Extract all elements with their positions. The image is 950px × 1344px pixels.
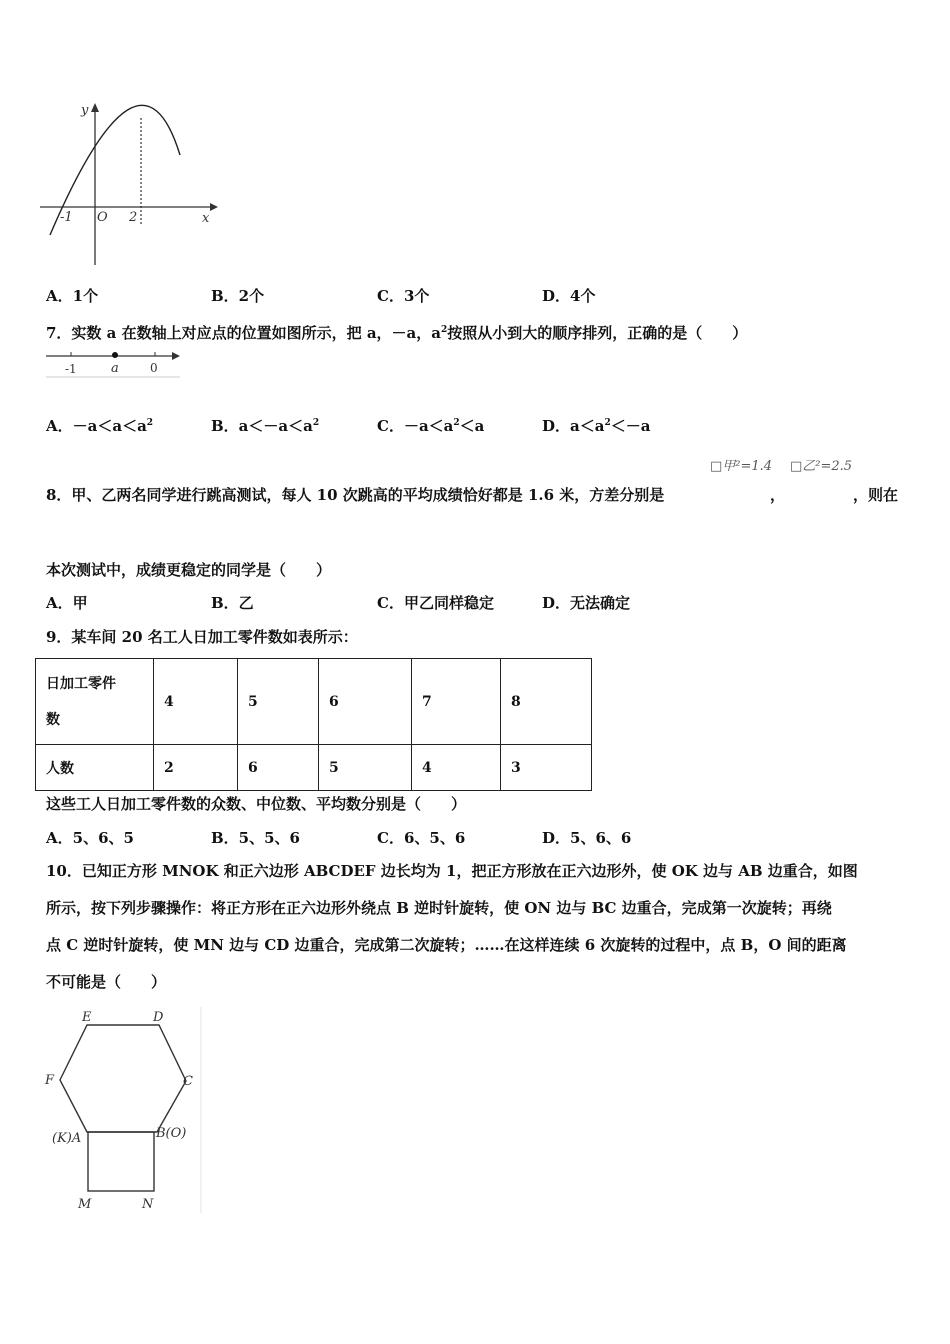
table-cell: 2 xyxy=(154,745,238,791)
number-line xyxy=(44,346,184,380)
q7-option-b xyxy=(211,413,319,436)
table-row xyxy=(36,659,592,745)
q7-option-c xyxy=(377,413,484,436)
q8-option-d: D．无法确定 xyxy=(542,594,631,612)
q7-option-a-sup: 2 xyxy=(146,418,154,428)
q7-option-a xyxy=(46,413,153,436)
parabola-graph xyxy=(40,100,220,270)
table-head-cell: 人数 xyxy=(36,745,154,791)
q7-option-b-pre: B．a＜－a＜a xyxy=(211,417,313,435)
q8-option-b: B．乙 xyxy=(211,594,254,612)
q7-option-d-pre: D．a＜a xyxy=(542,417,605,435)
table-head-cell xyxy=(36,659,154,745)
graph-neg1-label: -1 xyxy=(60,210,73,225)
q7-stem xyxy=(46,320,747,343)
label-ka: (K)A xyxy=(52,1131,82,1146)
q8-option-c: C．甲乙同样稳定 xyxy=(377,594,494,612)
x-axis-arrow-icon xyxy=(210,203,218,211)
table-cell: 6 xyxy=(319,659,412,745)
q9-option-d: D．5、6、6 xyxy=(542,829,632,847)
q10-line: 10．已知正方形 MNOK 和正六边形 ABCDEF 边长均为 1，把正方形放在正六边形外，使 OK 边与 AB 边重合，如图 xyxy=(46,862,858,880)
q9-option-b: B．5、5、6 xyxy=(211,829,300,847)
q6-option-a: A．1个 xyxy=(46,287,99,305)
q10-line: 所示，按下列步骤操作：将正方形在正六边形外绕点 B 逆时针旋转，使 ON 边与 BC 边重合，完成第一次旋转；再绕 xyxy=(46,899,832,917)
q9-stem: 9．某车间 20 名工人日加工零件数如表所示： xyxy=(46,628,358,646)
q8-stem-line2: 本次测试中，成绩更稳定的同学是（ ） xyxy=(46,561,332,579)
axis-neg1-label: -1 xyxy=(65,362,77,376)
q8-formula-jia: □甲²=1.4 xyxy=(710,459,773,474)
number-line-arrow-icon xyxy=(172,352,180,360)
q6-option-b: B．2个 xyxy=(211,287,265,305)
axis-zero-label: 0 xyxy=(150,361,158,375)
q8-formula-yi: □乙²=2.5 xyxy=(790,459,853,474)
q8-stem-line1: 8．甲、乙两名同学进行跳高测试，每人 10 次跳高的平均成绩恰好都是 1.6 米，方差分别是 xyxy=(46,486,665,504)
label-m: M xyxy=(78,1197,92,1212)
graph-origin-label: O xyxy=(97,210,108,225)
label-c: C xyxy=(183,1074,193,1089)
q9-table xyxy=(35,658,592,791)
q8-comma: ， xyxy=(770,486,786,504)
graph-two-label: 2 xyxy=(129,210,138,225)
hexagon xyxy=(60,1025,186,1132)
label-bo: B(O) xyxy=(156,1126,187,1141)
label-n: N xyxy=(142,1197,154,1212)
table-cell: 4 xyxy=(412,745,501,791)
q8-option-a: A．甲 xyxy=(46,594,88,612)
q9-question: 这些工人日加工零件数的众数、中位数、平均数分别是（ ） xyxy=(46,795,467,813)
square xyxy=(88,1132,154,1191)
table-cell: 5 xyxy=(238,659,319,745)
label-f: F xyxy=(45,1073,55,1088)
q7-option-d xyxy=(542,413,650,436)
point-a-dot xyxy=(112,352,118,358)
q7-option-c-pre: C．－a＜a xyxy=(377,417,454,435)
table-cell: 5 xyxy=(319,745,412,791)
table-cell: 7 xyxy=(412,659,501,745)
q7-option-c-sup: 2 xyxy=(453,418,460,428)
table-head-line2: 数 xyxy=(46,711,60,728)
q7-stem-part-a: 7．实数 a 在数轴上对应点的位置如图所示，把 a，－a，a xyxy=(46,324,441,342)
q7-stem-part-b: 按照从小到大的顺序排列，正确的是（ ） xyxy=(447,324,748,342)
q10-line: 不可能是（ ） xyxy=(46,973,167,991)
table-cell: 8 xyxy=(501,659,592,745)
label-e: E xyxy=(82,1010,92,1025)
label-d: D xyxy=(153,1010,164,1025)
q6-option-d: D．4个 xyxy=(542,287,596,305)
table-cell: 3 xyxy=(501,745,592,791)
axis-a-label: a xyxy=(111,361,119,376)
q6-option-c: C．3个 xyxy=(377,287,430,305)
table-cell: 6 xyxy=(238,745,319,791)
q10-line: 点 C 逆时针旋转，使 MN 边与 CD 边重合，完成第二次旋转；……在这样连续 6 次旋转的过程中，点 B，O 间的距离 xyxy=(46,936,847,954)
table-cell: 4 xyxy=(154,659,238,745)
table-head-line1: 日加工零件 xyxy=(46,675,116,692)
y-axis-arrow-icon xyxy=(91,103,99,112)
q7-option-d-post: ＜－a xyxy=(610,417,651,435)
hexagon-square-figure xyxy=(40,1005,210,1215)
q7-option-d-sup: 2 xyxy=(604,418,611,428)
q7-option-c-post: ＜a xyxy=(459,417,485,435)
q7-stem-sup: 2 xyxy=(440,325,448,335)
q9-option-a: A．5、6、5 xyxy=(46,829,134,847)
q8-stem-then: ，则在 xyxy=(853,486,899,504)
q9-option-c: C．6、5、6 xyxy=(377,829,466,847)
graph-x-label: x xyxy=(202,211,210,226)
graph-y-label: y xyxy=(81,103,89,118)
q10-stem xyxy=(46,853,906,1001)
q7-option-b-sup: 2 xyxy=(312,418,320,428)
q7-option-a-pre: A．－a＜a＜a xyxy=(46,417,147,435)
table-row xyxy=(36,745,592,791)
